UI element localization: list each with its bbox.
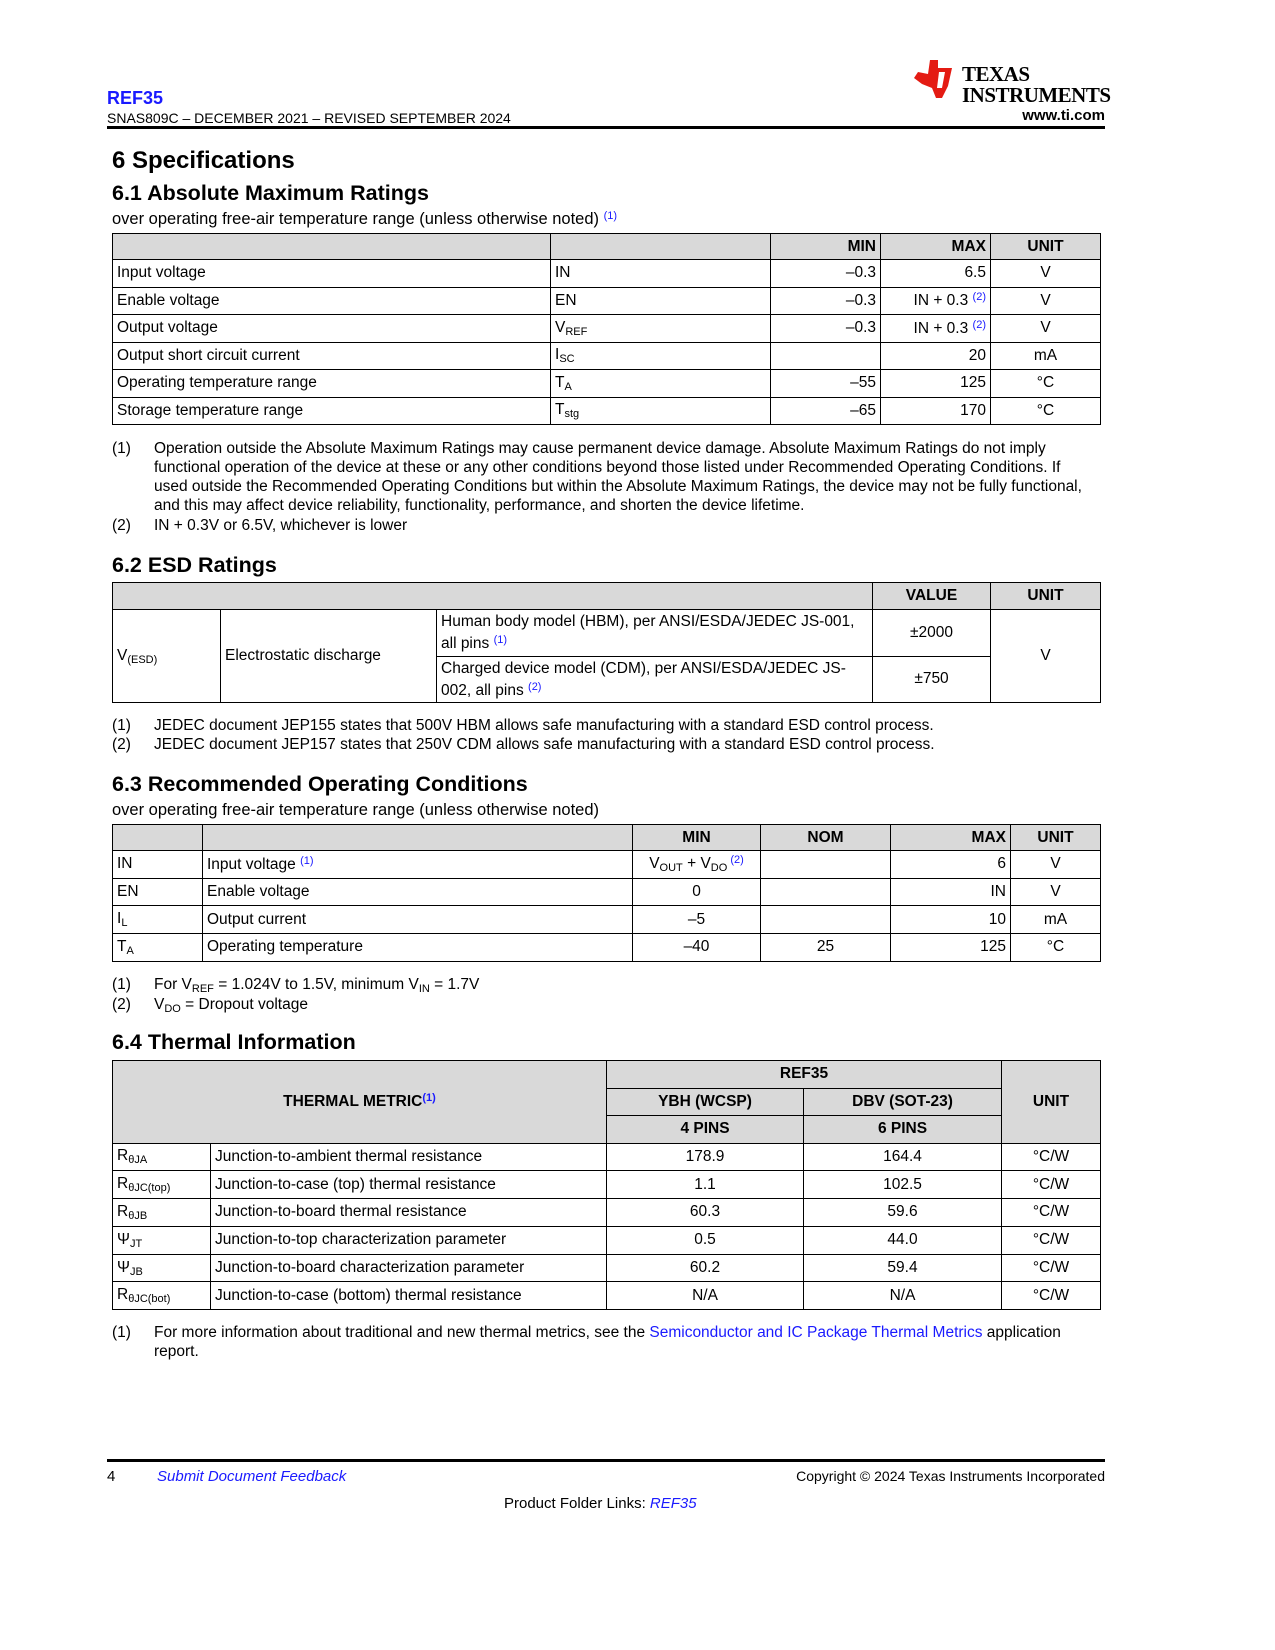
table-cell — [113, 934, 203, 962]
cell-text: R — [117, 1147, 129, 1165]
table-cell: UNIT — [991, 234, 1101, 260]
table-cell: Enable voltage — [113, 287, 551, 315]
product-folder-links: Product Folder Links: REF35 — [504, 1495, 697, 1512]
table-cell: V — [991, 610, 1101, 703]
section-title: 6 Specifications — [112, 147, 295, 174]
table-cell: EN — [113, 878, 203, 906]
cell-text: I — [555, 346, 560, 364]
table-cell — [881, 287, 991, 315]
footnote-part: IN — [418, 983, 430, 995]
table-cell — [113, 583, 873, 610]
footnote-part: V — [154, 996, 165, 1013]
table-row — [113, 825, 1101, 851]
footnote-number: (2) — [112, 996, 131, 1013]
table-cell: Junction-to-board thermal resistance — [211, 1199, 607, 1227]
table-row — [113, 878, 1101, 906]
cell-text: IN + 0.3 — [913, 319, 973, 337]
subscript: θJC(top) — [128, 1182, 171, 1195]
footnote-text: JEDEC document JEP157 states that 250V CDM allows safe manufacturing with a standard ESD control process. — [154, 736, 935, 753]
table-row — [113, 287, 1101, 315]
subscript: (ESD) — [127, 653, 158, 666]
table-row — [113, 234, 1101, 260]
table-cell: YBH (WCSP) — [607, 1088, 804, 1116]
table-cell: UNIT — [1011, 825, 1101, 851]
table-cell: –55 — [771, 370, 881, 398]
footnote-ref[interactable]: (2) — [972, 291, 986, 304]
cell-text: V — [649, 855, 660, 873]
subscript: OUT — [659, 862, 683, 875]
table-cell: °C/W — [1002, 1171, 1101, 1199]
table-cell: EN — [551, 287, 771, 315]
table-cell: UNIT — [1002, 1061, 1101, 1144]
thermal-information-table — [112, 1060, 1101, 1310]
table-cell — [113, 825, 203, 851]
table-cell: 25 — [761, 934, 891, 962]
section-6-4-footnote: (1) For more information about traditional and new thermal metrics, see the Semiconductor and IC Package Thermal Metrics application report. — [112, 1324, 1061, 1360]
table-cell: MIN — [771, 234, 881, 260]
cell-text: Charged device model (CDM), per ANSI/ESDA/JEDEC JS-002, all pins — [441, 659, 846, 699]
footnote-part: For V — [154, 976, 192, 993]
table-row — [113, 583, 1101, 610]
footnote-ref[interactable]: (1) — [300, 854, 314, 867]
footnote-text: Operation outside the Absolute Maximum Ratings may cause permanent device damage. Absolute Maximum Ratings do not imply functional operation of the device at these or any other conditions beyond those listed under Recommended Operating Conditions. If used outside the Recommended Operating Conditions but within the Absolute Maximum Ratings, the device may not be fully functional, and this may affect device reliability, functionality, performance, and shorten the device lifetime. — [154, 440, 1082, 514]
table-cell: 125 — [891, 934, 1011, 962]
table-cell: °C/W — [1002, 1143, 1101, 1171]
table-row — [113, 610, 1101, 657]
table-cell: Junction-to-ambient thermal resistance — [211, 1143, 607, 1171]
table-cell: –0.3 — [771, 315, 881, 343]
thermal-metrics-link[interactable]: Semiconductor and IC Package Thermal Metrics — [649, 1324, 983, 1341]
submit-feedback-link[interactable]: Submit Document Feedback — [157, 1468, 347, 1485]
table-cell — [113, 1171, 211, 1199]
part-number-link[interactable]: REF35 — [107, 88, 164, 108]
table-cell: °C — [1011, 934, 1101, 962]
table-cell — [113, 1199, 211, 1227]
table-cell: 164.4 — [804, 1143, 1002, 1171]
table-cell — [113, 610, 221, 703]
table-cell: 125 — [881, 370, 991, 398]
table-cell: –0.3 — [771, 287, 881, 315]
footnote-text: IN + 0.3V or 6.5V, whichever is lower — [154, 517, 408, 534]
esd-ratings-table — [112, 582, 1101, 703]
table-cell: 0.5 — [607, 1226, 804, 1254]
cell-text: THERMAL METRIC — [283, 1093, 423, 1111]
footnote-ref[interactable]: (2) — [727, 854, 744, 867]
cell-text: I — [117, 910, 122, 928]
table-cell: Junction-to-case (top) thermal resistance — [211, 1171, 607, 1199]
table-cell: 6 PINS — [804, 1116, 1002, 1144]
table-cell: V — [1011, 878, 1101, 906]
table-cell: mA — [1011, 906, 1101, 934]
table-row — [113, 1282, 1101, 1310]
subscript: L — [121, 917, 128, 930]
table-cell: VALUE — [873, 583, 991, 610]
table-cell — [113, 1226, 211, 1254]
footnote-part: = 1.7V — [429, 976, 480, 993]
ti-logo-icon — [912, 58, 960, 100]
table-row — [113, 1199, 1101, 1227]
table-cell: –40 — [633, 934, 761, 962]
subscript: SC — [559, 353, 575, 366]
subscript: JB — [129, 1265, 143, 1278]
table-cell: Electrostatic discharge — [221, 610, 437, 703]
table-cell: mA — [991, 342, 1101, 370]
subscript: stg — [564, 408, 580, 421]
table-row — [113, 1254, 1101, 1282]
table-cell — [551, 315, 771, 343]
cell-text: T — [555, 401, 565, 419]
table-cell — [761, 851, 891, 879]
table-cell: Output voltage — [113, 315, 551, 343]
table-cell — [551, 397, 771, 425]
table-row — [113, 1061, 1101, 1089]
table-cell: 60.2 — [607, 1254, 804, 1282]
table-cell: N/A — [804, 1282, 1002, 1310]
ti-logo — [912, 58, 960, 105]
cell-text: Ψ — [117, 1230, 130, 1248]
table-cell: MIN — [633, 825, 761, 851]
table-cell: Junction-to-top characterization parameter — [211, 1226, 607, 1254]
table-row — [113, 1143, 1101, 1171]
table-cell: Output short circuit current — [113, 342, 551, 370]
table-cell: UNIT — [991, 583, 1101, 610]
table-row — [113, 851, 1101, 879]
table-cell: Junction-to-board characterization parameter — [211, 1254, 607, 1282]
footnote — [112, 995, 1092, 1019]
footnote-number: (2) — [112, 736, 131, 753]
table-cell: REF35 — [607, 1061, 1002, 1089]
cell-text: Human body model (HBM), per ANSI/ESDA/JEDEC JS-001, all pins — [441, 613, 855, 653]
table-cell: 44.0 — [804, 1226, 1002, 1254]
table-cell: ±750 — [873, 656, 991, 703]
section-6-4-title: 6.4 Thermal Information — [112, 1030, 356, 1054]
footnote-number: (1) — [112, 976, 131, 993]
table-cell: ±2000 — [873, 610, 991, 657]
recommended-operating-conditions-table — [112, 824, 1101, 962]
ti-logo-text: TEXAS INSTRUMENTS — [962, 62, 1111, 107]
table-cell: MAX — [881, 234, 991, 260]
table-cell: V — [991, 260, 1101, 288]
table-cell — [881, 315, 991, 343]
subscript: DO — [710, 862, 728, 875]
table-row — [113, 260, 1101, 288]
table-cell: 4 PINS — [607, 1116, 804, 1144]
table-cell: 59.4 — [804, 1254, 1002, 1282]
cell-text: V — [117, 646, 128, 664]
subscript: θJA — [128, 1154, 148, 1167]
footnote-number: (1) — [112, 717, 131, 734]
footnote-part: = Dropout voltage — [180, 996, 308, 1013]
table-cell — [113, 1254, 211, 1282]
table-cell — [203, 851, 633, 879]
footnote — [112, 516, 1092, 535]
cell-text: + V — [682, 855, 711, 873]
table-cell: V — [991, 315, 1101, 343]
cell-text: V — [555, 318, 566, 336]
header-rule — [107, 126, 1105, 129]
table-cell: Output current — [203, 906, 633, 934]
footnote — [112, 716, 1092, 735]
table-cell: V — [1011, 851, 1101, 879]
table-cell — [551, 342, 771, 370]
table-cell — [761, 878, 891, 906]
section-6-2-title: 6.2 ESD Ratings — [112, 553, 277, 577]
website-link[interactable]: www.ti.com — [1022, 107, 1105, 124]
table-row — [113, 934, 1101, 962]
table-cell — [113, 906, 203, 934]
table-cell — [113, 1282, 211, 1310]
footnote — [112, 439, 1092, 515]
table-cell: 59.6 — [804, 1199, 1002, 1227]
footnote-ref[interactable]: (2) — [972, 318, 986, 331]
subscript: θJC(bot) — [128, 1293, 171, 1306]
subscript: A — [564, 380, 572, 393]
table-cell: NOM — [761, 825, 891, 851]
table-cell: 178.9 — [607, 1143, 804, 1171]
table-cell: 6 — [891, 851, 1011, 879]
section-6-1-title: 6.1 Absolute Maximum Ratings — [112, 181, 429, 205]
subscript: θJB — [128, 1209, 148, 1222]
footnote-ref[interactable]: (2) — [528, 680, 542, 693]
table-cell: –0.3 — [771, 260, 881, 288]
table-cell: °C — [991, 397, 1101, 425]
table-cell: °C — [991, 370, 1101, 398]
table-cell: °C/W — [1002, 1226, 1101, 1254]
footnote-text — [154, 995, 1092, 1019]
table-cell: N/A — [607, 1282, 804, 1310]
table-cell: Storage temperature range — [113, 397, 551, 425]
table-cell — [551, 234, 771, 260]
cell-text: Input voltage — [207, 855, 301, 873]
footnote-part: = 1.024V to 1.5V, minimum V — [213, 976, 419, 993]
table-cell: Junction-to-case (bottom) thermal resistance — [211, 1282, 607, 1310]
table-cell: –65 — [771, 397, 881, 425]
table-cell — [437, 656, 873, 703]
footnote-part: REF — [191, 983, 214, 995]
table-cell: °C/W — [1002, 1282, 1101, 1310]
table-cell: 10 — [891, 906, 1011, 934]
cell-text: T — [555, 373, 565, 391]
footnote-text: JEDEC document JEP155 states that 500V HBM allows safe manufacturing with a standard ESD control process. — [154, 717, 934, 734]
table-cell: 6.5 — [881, 260, 991, 288]
product-folder-link[interactable]: REF35 — [649, 1495, 697, 1512]
table-cell: 102.5 — [804, 1171, 1002, 1199]
table-cell: 170 — [881, 397, 991, 425]
table-cell: 1.1 — [607, 1171, 804, 1199]
subscript: JT — [129, 1237, 143, 1250]
table-cell: IN — [113, 851, 203, 879]
section-6-1-subtitle: over operating free-air temperature range (unless otherwise noted) $^{(1)}$ — [112, 210, 618, 228]
table-cell: 0 — [633, 878, 761, 906]
table-cell: Operating temperature — [203, 934, 633, 962]
table-cell — [761, 906, 891, 934]
table-cell: IN — [551, 260, 771, 288]
table-cell: Enable voltage — [203, 878, 633, 906]
table-cell — [771, 342, 881, 370]
section-6-3-subtitle: over operating free-air temperature range (unless otherwise noted) — [112, 801, 600, 819]
table-cell — [113, 234, 551, 260]
footnote-number: (1) — [112, 440, 131, 457]
table-cell: IN — [891, 878, 1011, 906]
footnote-ref[interactable]: (1) — [493, 634, 508, 647]
footer-rule — [107, 1459, 1105, 1462]
table-cell: Operating temperature range — [113, 370, 551, 398]
table-cell: V — [991, 287, 1101, 315]
footnote — [112, 735, 1092, 754]
table-cell: °C/W — [1002, 1199, 1101, 1227]
table-row — [113, 342, 1101, 370]
subscript: A — [126, 944, 134, 957]
table-cell: –5 — [633, 906, 761, 934]
footnote-ref[interactable]: (1) — [422, 1092, 436, 1105]
section-6-3-title: 6.3 Recommended Operating Conditions — [112, 772, 528, 796]
cell-text: IN + 0.3 — [913, 292, 973, 310]
cell-text: Ψ — [117, 1258, 130, 1276]
footnote-number: (2) — [112, 517, 131, 534]
table-cell — [633, 851, 761, 879]
cell-text: R — [117, 1286, 129, 1304]
copyright: Copyright © 2024 Texas Instruments Incorporated — [796, 1468, 1105, 1484]
table-row — [113, 370, 1101, 398]
table-cell: 60.3 — [607, 1199, 804, 1227]
table-cell — [113, 1143, 211, 1171]
table-row — [113, 1226, 1101, 1254]
footnote-ref[interactable]: (1) — [603, 210, 618, 222]
table-cell: MAX — [891, 825, 1011, 851]
table-cell: 20 — [881, 342, 991, 370]
table-cell: DBV (SOT-23) — [804, 1088, 1002, 1116]
table-row — [113, 1171, 1101, 1199]
table-cell: °C/W — [1002, 1254, 1101, 1282]
table-cell: Input voltage — [113, 260, 551, 288]
cell-text: R — [117, 1175, 129, 1193]
document-info: SNAS809C – DECEMBER 2021 – REVISED SEPTEMBER 2024 — [107, 110, 511, 126]
table-cell — [437, 610, 873, 657]
subscript: REF — [565, 325, 588, 338]
table-cell — [551, 370, 771, 398]
table-row — [113, 315, 1101, 343]
table-row — [113, 906, 1101, 934]
table-cell — [203, 825, 633, 851]
page-number: 4 — [107, 1468, 116, 1485]
table-row — [113, 397, 1101, 425]
absolute-maximum-ratings-table — [112, 233, 1101, 425]
footnote-part: DO — [164, 1003, 181, 1015]
cell-text: T — [117, 937, 127, 955]
cell-text: R — [117, 1202, 129, 1220]
table-cell — [113, 1061, 607, 1144]
